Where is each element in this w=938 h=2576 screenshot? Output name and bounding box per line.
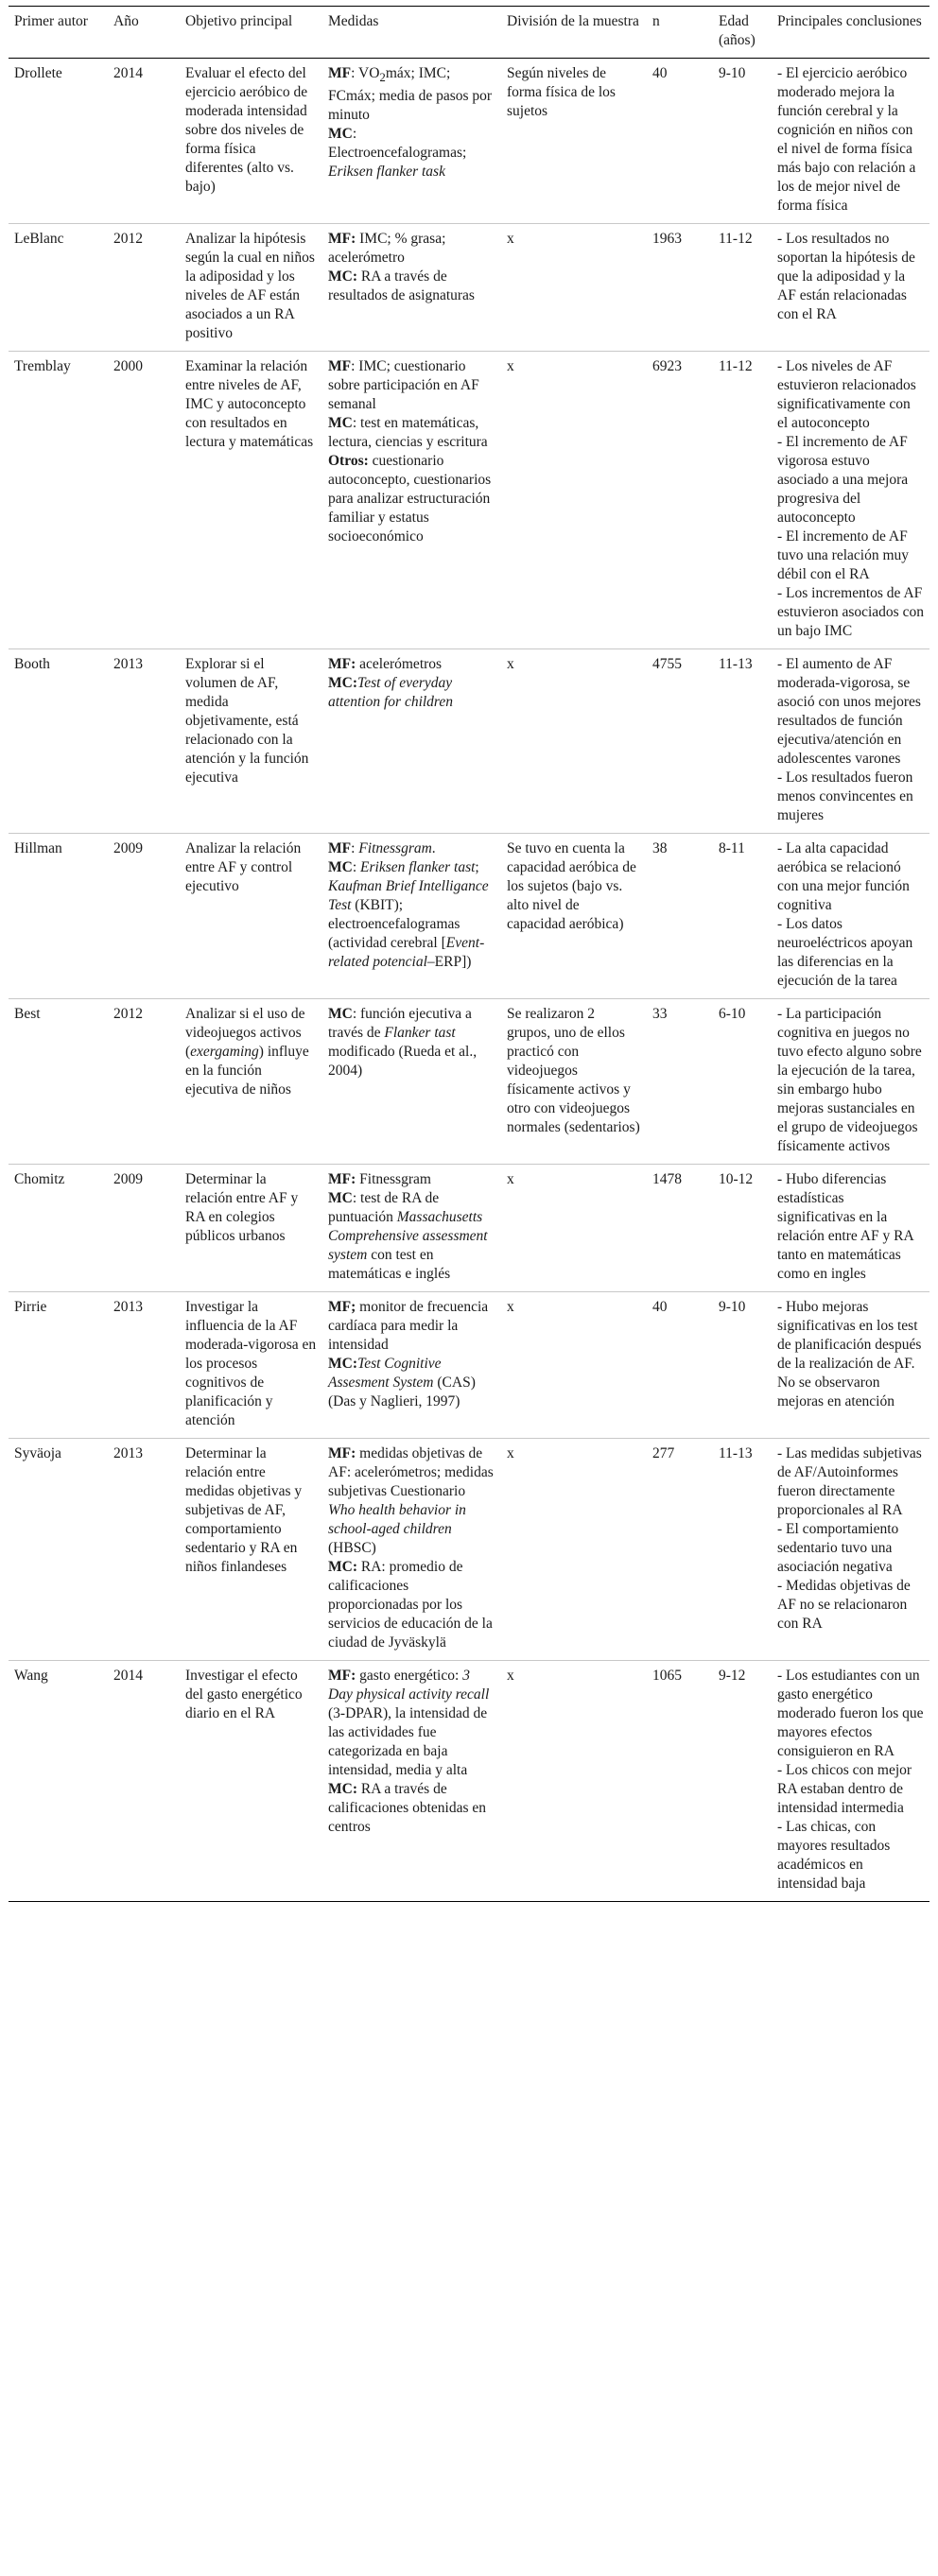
cell-objective: [180, 999, 322, 1165]
text-run: : test en matemáticas, lectura, ciencias y escritura: [328, 415, 488, 450]
cell-conclusions: [772, 834, 929, 999]
cell-measures: [322, 1165, 501, 1292]
cell-division: x: [507, 358, 514, 374]
cell-conclusions: [772, 1439, 929, 1661]
subscript-text: 2: [379, 70, 386, 85]
cell-age: 11-12: [719, 358, 753, 374]
measure-line: [328, 125, 495, 182]
conclusion-item: - La alta capacidad aeróbica se relacionó con una mejor función cognitiva: [777, 840, 910, 913]
cell-division: x: [507, 1668, 514, 1684]
italic-text: Eriksen flanker tast: [360, 859, 476, 875]
conclusion-item: - La participación cognitiva en juegos no tuvo efecto alguno sobre la ejecución de la tarea, sin embargo hubo mejoras sustanciales en el grupo de videojuegos físicamente activos: [777, 1006, 922, 1154]
cell-measures: [322, 59, 501, 224]
cell-objective: Investigar la influencia de la AF moderada-vigorosa en los procesos cognitivos de planificación y atención: [185, 1299, 317, 1428]
cell-conclusions: [772, 1661, 929, 1902]
conclusion-item: - Los chicos con mejor RA estaban dentro de intensidad intermedia: [777, 1762, 912, 1816]
cell-measures: [322, 834, 501, 999]
cell-age: 8-11: [719, 840, 745, 856]
measure-line: [328, 655, 495, 674]
cell-conclusions: [772, 999, 929, 1165]
cell-measures: [322, 999, 501, 1165]
conclusion-item: - El comportamiento sedentario tuvo una asociación negativa: [777, 1521, 899, 1575]
measure-label: MF:: [328, 231, 356, 247]
text-run: Analizar si el uso de videojuegos activos (: [185, 1006, 305, 1060]
italic-text: Test Cognitive Assesment System: [328, 1356, 442, 1391]
conclusion-item: - Las medidas subjetivas de AF/Autoinformes fueron directamente proporcionales al RA: [777, 1445, 922, 1518]
conclusion-item: - El aumento de AF moderada-vigorosa, se asoció con unos mejores resultados de función ejecutiva/atención en adolescentes varones: [777, 656, 921, 767]
italic-text: Kaufman Brief Intelligance Test: [328, 878, 489, 913]
text-run: RA: promedio de calificaciones proporcionadas por los servicios de educación de la ciudad de Jyväskylä: [328, 1559, 493, 1651]
cell-author: Pirrie: [14, 1299, 47, 1315]
cell-objective: Analizar la hipótesis según la cual en niños la adiposidad y los niveles de AF están asociados a un RA positivo: [185, 231, 315, 341]
cell-age: 11-13: [719, 656, 753, 672]
cell-n: 40: [652, 65, 668, 81]
cell-objective: Examinar la relación entre niveles de AF, IMC y autoconcepto con resultados en lectura y matemáticas: [185, 358, 314, 450]
cell-author: Syväoja: [14, 1445, 61, 1461]
measure-label: MF: [328, 65, 352, 81]
measure-label: MC:: [328, 675, 357, 691]
cell-division: x: [507, 1299, 514, 1315]
measure-line: [328, 839, 495, 858]
table-row: [9, 1439, 929, 1661]
measure-label: MC:: [328, 268, 357, 285]
cell-age: 11-13: [719, 1445, 753, 1461]
cell-age: 11-12: [719, 231, 753, 247]
cell-author: Hillman: [14, 840, 62, 856]
conclusion-item: - El ejercicio aeróbico moderado mejora la función cerebral y la cognición en niños con el nivel de forma física más bajo con relación a los de mejor nivel de forma física: [777, 65, 916, 214]
table-row: [9, 834, 929, 999]
cell-division: Se tuvo en cuenta la capacidad aeróbica de los sujetos (bajo vs. alto nivel de capacidad aeróbica): [507, 840, 636, 932]
measure-line: [328, 268, 495, 305]
cell-age: 9-12: [719, 1668, 746, 1684]
italic-text: Flanker tast: [384, 1025, 456, 1041]
measure-label: MC: [328, 126, 353, 143]
italic-text: Test of everyday attention for children: [328, 675, 454, 710]
measure-label: MC: [328, 1006, 353, 1022]
cell-year: 2009: [113, 840, 143, 856]
header-year: Año: [113, 13, 139, 29]
italic-text: Massachusetts Comprehensive assessment system: [328, 1209, 488, 1263]
measure-label: MF: [328, 840, 352, 856]
measure-label: MC:: [328, 1356, 357, 1372]
measure-line: [328, 1444, 495, 1558]
text-run: medidas objetivas de AF: acelerómetros; medidas subjetivas Cuestionario: [328, 1445, 494, 1499]
measure-line: [328, 1005, 495, 1081]
measure-label: MF: [328, 358, 352, 374]
cell-measures: [322, 352, 501, 649]
conclusion-item: - Los resultados fueron menos convincentes en mujeres: [777, 769, 913, 823]
cell-n: 40: [652, 1299, 668, 1315]
header-division: División de la muestra: [507, 13, 639, 29]
text-run: (HBSC): [328, 1540, 376, 1556]
cell-year: 2013: [113, 656, 143, 672]
cell-objective: Explorar si el volumen de AF, medida objetivamente, está relacionado con la atención y la función ejecutiva: [185, 656, 309, 786]
cell-measures: [322, 1439, 501, 1661]
cell-division: x: [507, 1171, 514, 1187]
text-run: con test en matemáticas e inglés: [328, 1247, 451, 1282]
conclusion-item: - El incremento de AF tuvo una relación muy débil con el RA: [777, 528, 910, 582]
italic-text: Eriksen flanker task: [328, 164, 445, 181]
text-run: RA a través de calificaciones obtenidas en centros: [328, 1781, 486, 1835]
table-row: [9, 1292, 929, 1439]
cell-conclusions: [772, 59, 929, 224]
cell-measures: [322, 1661, 501, 1902]
text-run: máx; IMC; FCmáx; media de pasos por minuto: [328, 65, 493, 124]
text-run: gasto energético:: [356, 1668, 463, 1684]
conclusion-item: - Hubo diferencias estadísticas significativas en la relación entre AF y RA tanto en matemáticas como en ingles: [777, 1171, 913, 1282]
header-conclusions: Principales conclusiones: [777, 13, 922, 29]
measure-label: MC: [328, 859, 353, 875]
text-run: cuestionario autoconcepto, cuestionarios para analizar estructuración familiar y estatus socioeconómico: [328, 453, 492, 545]
cell-conclusions: [772, 1165, 929, 1292]
cell-conclusions: [772, 649, 929, 834]
cell-author: Best: [14, 1006, 41, 1022]
italic-text: Event-related potencial: [328, 935, 485, 970]
cell-division: Se realizaron 2 grupos, uno de ellos practicó con videojuegos físicamente activos y otro con videojuegos normales (sedentarios): [507, 1006, 640, 1135]
text-run: (CAS) (Das y Naglieri, 1997): [328, 1374, 476, 1409]
text-run: Fitnessgram: [356, 1171, 431, 1187]
measure-line: [328, 858, 495, 972]
conclusion-item: - Los niveles de AF estuvieron relacionados significativamente con el autoconcepto: [777, 358, 916, 431]
cell-age: 9-10: [719, 1299, 746, 1315]
cell-year: 2009: [113, 1171, 143, 1187]
table-row: [9, 352, 929, 649]
cell-author: LeBlanc: [14, 231, 64, 247]
cell-year: 2000: [113, 358, 143, 374]
conclusion-item: - Los incrementos de AF estuvieron asociados con un bajo IMC: [777, 585, 924, 639]
text-run: .: [431, 840, 436, 856]
text-run: : IMC; cuestionario sobre participación en AF semanal: [328, 358, 479, 412]
cell-n: 4755: [652, 656, 682, 672]
cell-division: x: [507, 231, 514, 247]
cell-n: 6923: [652, 358, 682, 374]
text-run: ) influye en la función ejecutiva de niños: [185, 1044, 309, 1098]
cell-author: Booth: [14, 656, 50, 672]
italic-text: Fitnessgram: [358, 840, 432, 856]
cell-measures: [322, 1292, 501, 1439]
measure-label: MC: [328, 415, 353, 431]
table-row: [9, 59, 929, 224]
studies-table: [9, 6, 929, 1902]
cell-year: 2013: [113, 1445, 143, 1461]
table-header-row: [9, 7, 929, 59]
header-objective: Objetivo principal: [185, 13, 293, 29]
measure-label: MC: [328, 1190, 353, 1206]
cell-author: Chomitz: [14, 1171, 65, 1187]
text-run: monitor de frecuencia cardíaca para medir la intensidad: [328, 1299, 489, 1353]
measure-label: MF:: [328, 1171, 356, 1187]
cell-division: x: [507, 1445, 514, 1461]
measure-label: MF;: [328, 1299, 356, 1315]
header-age: Edad (años): [719, 13, 756, 48]
header-author: Primer autor: [14, 13, 88, 29]
measure-label: MF:: [328, 1668, 356, 1684]
table-row: [9, 224, 929, 352]
text-run: : test de RA de puntuación: [328, 1190, 440, 1225]
italic-text: exergaming: [190, 1044, 259, 1060]
measure-label: MF:: [328, 656, 356, 672]
cell-conclusions: [772, 224, 929, 352]
table-row: [9, 1661, 929, 1902]
cell-n: 1963: [652, 231, 682, 247]
text-run: IMC; % grasa; acelerómetro: [328, 231, 446, 266]
cell-year: 2014: [113, 65, 143, 81]
cell-age: 10-12: [719, 1171, 754, 1187]
measure-label: MC:: [328, 1781, 357, 1797]
text-run: : Electroencefalogramas;: [328, 126, 467, 162]
measure-line: [328, 64, 495, 125]
table-row: [9, 999, 929, 1165]
text-run: RA a través de resultados de asignaturas: [328, 268, 475, 303]
measure-line: [328, 357, 495, 414]
table-body: [9, 59, 929, 1902]
conclusion-item: - Las chicas, con mayores resultados académicos en intensidad baja: [777, 1819, 891, 1892]
conclusion-item: - Los resultados no soportan la hipótesis de que la adiposidad y la AF están relacionadas con el RA: [777, 231, 915, 322]
text-run: : función ejecutiva a través de: [328, 1006, 472, 1041]
text-run: :: [352, 859, 361, 875]
cell-objective: Determinar la relación entre AF y RA en colegios públicos urbanos: [185, 1171, 299, 1244]
conclusion-item: - Los datos neuroeléctricos apoyan las diferencias en la ejecución de la tarea: [777, 916, 913, 989]
measure-line: [328, 452, 495, 546]
measure-line: [328, 1355, 495, 1411]
cell-measures: [322, 224, 501, 352]
header-measures: Medidas: [328, 13, 379, 29]
italic-text: 3 Day physical activity recall: [328, 1668, 490, 1703]
cell-objective: Investigar el efecto del gasto energético diario en el RA: [185, 1668, 303, 1721]
conclusion-item: - Medidas objetivas de AF no se relacionaron con RA: [777, 1578, 911, 1632]
cell-year: 2012: [113, 1006, 143, 1022]
conclusion-item: - El incremento de AF vigorosa estuvo asociado a una mejora progresiva del autoconcepto: [777, 434, 909, 526]
measure-line: [328, 674, 495, 712]
cell-conclusions: [772, 1292, 929, 1439]
measure-line: [328, 1298, 495, 1355]
table-row: [9, 649, 929, 834]
cell-objective: Analizar la relación entre AF y control ejecutivo: [185, 840, 302, 894]
cell-n: 1065: [652, 1668, 682, 1684]
measure-line: [328, 1780, 495, 1837]
text-run: :: [351, 840, 359, 856]
cell-measures: [322, 649, 501, 834]
cell-n: 33: [652, 1006, 668, 1022]
measure-label: MC:: [328, 1559, 357, 1575]
measure-line: [328, 230, 495, 268]
text-run: ;: [475, 859, 479, 875]
table-row: [9, 1165, 929, 1292]
cell-author: Tremblay: [14, 358, 71, 374]
measure-line: [328, 1558, 495, 1652]
cell-n: 277: [652, 1445, 675, 1461]
text-run: –ERP]): [426, 954, 472, 970]
cell-division: Según niveles de forma física de los sujetos: [507, 65, 616, 119]
text-run: : VO: [351, 65, 380, 81]
text-run: acelerómetros: [356, 656, 443, 672]
measure-line: [328, 1170, 495, 1189]
measure-label: MF:: [328, 1445, 356, 1461]
italic-text: Who health behavior in school-aged children: [328, 1502, 466, 1537]
cell-age: 6-10: [719, 1006, 746, 1022]
cell-n: 1478: [652, 1171, 682, 1187]
text-run: (KBIT); electroencefalogramas (actividad cerebral [: [328, 897, 460, 951]
cell-author: Drollete: [14, 65, 62, 81]
cell-division: x: [507, 656, 514, 672]
cell-conclusions: [772, 352, 929, 649]
cell-year: 2013: [113, 1299, 143, 1315]
cell-year: 2014: [113, 1668, 143, 1684]
measure-line: [328, 1667, 495, 1780]
cell-author: Wang: [14, 1668, 48, 1684]
text-run: (3-DPAR), la intensidad de las actividades fue categorizada en baja intensidad, media y alta: [328, 1705, 488, 1778]
text-run: modificado (Rueda et al., 2004): [328, 1044, 478, 1079]
conclusion-item: - Los estudiantes con un gasto energético moderado fueron los que mayores efectos consiguieron en RA: [777, 1668, 924, 1759]
cell-year: 2012: [113, 231, 143, 247]
cell-age: 9-10: [719, 65, 746, 81]
conclusion-item: - Hubo mejoras significativas en los test de planificación después de la realización de AF. No se observaron mejoras en atención: [777, 1299, 922, 1409]
cell-objective: Determinar la relación entre medidas objetivas y subjetivas de AF, comportamiento sedentario y RA en niños finlandeses: [185, 1445, 303, 1575]
measure-line: [328, 414, 495, 452]
measure-line: [328, 1189, 495, 1284]
cell-n: 38: [652, 840, 668, 856]
header-n: n: [652, 13, 660, 29]
cell-objective: Evaluar el efecto del ejercicio aeróbico de moderada intensidad sobre dos niveles de forma física diferentes (alto vs. bajo): [185, 65, 308, 195]
measure-label: Otros:: [328, 453, 369, 469]
